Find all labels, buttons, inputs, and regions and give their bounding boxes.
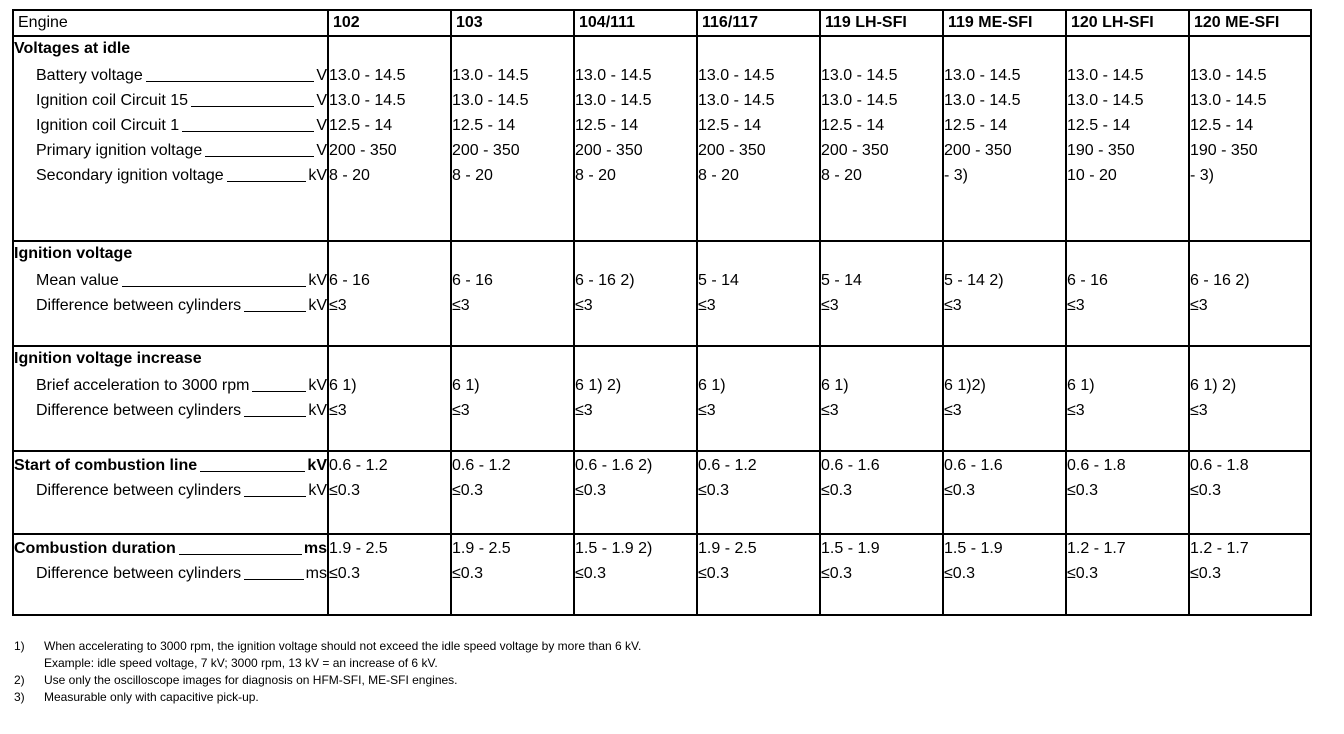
spec-value: ≤3 xyxy=(698,402,716,419)
value-cell xyxy=(328,346,451,451)
value-cell xyxy=(328,36,451,241)
spec-value: 200 - 350 xyxy=(452,142,520,159)
spec-value: ≤0.3 xyxy=(1190,482,1222,499)
spec-value: 6 1) 2) xyxy=(575,377,622,394)
table-row-group xyxy=(13,534,1311,615)
footnote-line: Use only the oscilloscope images for diagnosis on HFM-SFI, ME-SFI engines. xyxy=(44,673,458,687)
spec-value: ≤3 xyxy=(821,402,839,419)
unit-label: kV xyxy=(307,457,327,474)
leader-line xyxy=(179,554,302,555)
value-cell xyxy=(574,241,697,346)
spec-value: 1.2 - 1.7 xyxy=(1067,540,1126,557)
parameter-label: Start of combustion line xyxy=(14,457,198,474)
spec-value: 1.5 - 1.9 2) xyxy=(575,540,653,557)
spec-value: 12.5 - 14 xyxy=(1190,117,1254,134)
parameter-label: Brief acceleration to 3000 rpm xyxy=(36,377,250,394)
spec-value: ≤0.3 xyxy=(1067,565,1099,582)
spec-value: 8 - 20 xyxy=(698,167,739,184)
spec-value: 0.6 - 1.6 xyxy=(944,457,1003,474)
spec-value: 190 - 350 xyxy=(1190,142,1258,159)
value-cell xyxy=(943,346,1066,451)
parameter-row xyxy=(14,476,327,501)
spec-value: ≤0.3 xyxy=(452,565,484,582)
spec-value: 200 - 350 xyxy=(329,142,397,159)
parameter-label: Combustion duration xyxy=(14,540,176,557)
spec-value: 6 1) xyxy=(698,377,726,394)
parameter-row xyxy=(14,371,327,396)
value-cell xyxy=(697,36,820,241)
value-cell xyxy=(574,346,697,451)
parameter-label: Difference between cylinders xyxy=(36,482,242,499)
value-cell xyxy=(451,534,574,615)
value-cell xyxy=(1189,36,1311,241)
spec-value: 12.5 - 14 xyxy=(452,117,516,134)
spec-value: 6 1) 2) xyxy=(1190,377,1237,394)
spec-value: 10 - 20 xyxy=(1067,167,1117,184)
spec-value: 6 1)2) xyxy=(944,377,986,394)
parameter-label: Primary ignition voltage xyxy=(36,142,203,159)
leader-line xyxy=(200,471,305,472)
value-cell xyxy=(1189,346,1311,451)
spec-value: 0.6 - 1.2 xyxy=(329,457,388,474)
unit-label: ms xyxy=(305,565,327,582)
spec-value: 13.0 - 14.5 xyxy=(1067,92,1144,109)
header-engine-102: 102 xyxy=(328,10,451,36)
value-cell xyxy=(1066,346,1189,451)
spec-value: 0.6 - 1.8 xyxy=(1067,457,1126,474)
leader-line xyxy=(122,286,307,287)
parameter-row xyxy=(14,559,327,584)
spec-value: 13.0 - 14.5 xyxy=(821,67,898,84)
spec-value: 6 - 16 2) xyxy=(575,272,635,289)
leader-line xyxy=(227,181,307,182)
spec-value: 6 - 16 xyxy=(329,272,370,289)
spec-value: 5 - 14 2) xyxy=(944,272,1004,289)
table-header-row xyxy=(13,10,1311,36)
spec-value: ≤0.3 xyxy=(575,482,607,499)
spec-value: 0.6 - 1.6 2) xyxy=(575,457,653,474)
value-spacer xyxy=(329,37,450,61)
footnote-number: 2) xyxy=(14,673,25,687)
leader-line xyxy=(244,311,306,312)
spec-value: 200 - 350 xyxy=(821,142,889,159)
value-cell xyxy=(451,451,574,534)
parameter-label: Difference between cylinders xyxy=(36,565,242,582)
spec-value: 1.5 - 1.9 xyxy=(821,540,880,557)
spec-value: 13.0 - 14.5 xyxy=(944,67,1021,84)
spec-value: - 3) xyxy=(944,167,968,184)
spec-value: 13.0 - 14.5 xyxy=(575,67,652,84)
spec-value: ≤3 xyxy=(452,402,470,419)
value-cell xyxy=(1066,534,1189,615)
value-cell xyxy=(451,241,574,346)
value-cell xyxy=(697,241,820,346)
value-spacer xyxy=(698,242,819,266)
leader-line xyxy=(205,156,314,157)
value-cell xyxy=(1066,451,1189,534)
spec-value: 6 - 16 xyxy=(1067,272,1108,289)
spec-value: ≤0.3 xyxy=(698,565,730,582)
leader-line xyxy=(244,416,306,417)
spec-value: ≤0.3 xyxy=(1067,482,1099,499)
value-cell xyxy=(1189,534,1311,615)
value-cell xyxy=(451,346,574,451)
value-cell xyxy=(1189,451,1311,534)
unit-label: kV xyxy=(308,297,327,314)
value-spacer xyxy=(944,347,1065,371)
spec-value: ≤3 xyxy=(452,297,470,314)
parameter-row xyxy=(14,161,327,186)
spec-value: 1.5 - 1.9 xyxy=(944,540,1003,557)
spec-value: ≤3 xyxy=(1190,402,1208,419)
spec-value: ≤3 xyxy=(575,402,593,419)
spec-value: ≤3 xyxy=(944,297,962,314)
table-row-group xyxy=(13,451,1311,534)
value-spacer xyxy=(1190,37,1310,61)
value-cell xyxy=(1189,241,1311,346)
spec-value: 0.6 - 1.2 xyxy=(698,457,757,474)
group-title: Voltages at idle xyxy=(14,40,131,57)
spec-value: 200 - 350 xyxy=(575,142,643,159)
spec-value: ≤0.3 xyxy=(329,565,361,582)
spec-value: 1.9 - 2.5 xyxy=(329,540,388,557)
value-spacer xyxy=(821,37,942,61)
value-spacer xyxy=(1190,242,1310,266)
unit-label: V xyxy=(316,117,327,134)
spec-value: 13.0 - 14.5 xyxy=(1190,92,1267,109)
header-engine-119-lh-sfi: 119 LH-SFI xyxy=(820,10,943,36)
spec-value: 13.0 - 14.5 xyxy=(944,92,1021,109)
leader-line xyxy=(182,131,314,132)
value-cell xyxy=(943,451,1066,534)
spec-value: 13.0 - 14.5 xyxy=(821,92,898,109)
spec-value: 13.0 - 14.5 xyxy=(575,92,652,109)
value-spacer xyxy=(329,242,450,266)
value-cell xyxy=(574,534,697,615)
spec-value: 12.5 - 14 xyxy=(944,117,1008,134)
value-cell xyxy=(943,36,1066,241)
parameter-row xyxy=(14,136,327,161)
parameter-label: Difference between cylinders xyxy=(36,297,242,314)
header-engine-116-117: 116/117 xyxy=(697,10,820,36)
footnote-line: Measurable only with capacitive pick-up. xyxy=(44,690,259,704)
value-spacer xyxy=(452,242,573,266)
parameter-row xyxy=(14,396,327,421)
spec-value: 5 - 14 xyxy=(698,272,739,289)
unit-label: ms xyxy=(303,540,327,557)
parameter-row xyxy=(14,86,327,111)
value-spacer xyxy=(698,37,819,61)
parameter-row xyxy=(14,452,327,476)
header-engine-104-111: 104/111 xyxy=(574,10,697,36)
parameter-label: Ignition coil Circuit 15 xyxy=(36,92,189,109)
leader-line xyxy=(146,81,315,82)
value-spacer xyxy=(821,242,942,266)
spec-value: 12.5 - 14 xyxy=(698,117,762,134)
footnotes xyxy=(14,638,641,706)
parameter-row xyxy=(14,291,327,316)
spec-value: ≤0.3 xyxy=(944,565,976,582)
spec-value: 6 1) xyxy=(452,377,480,394)
spec-value: - 3) xyxy=(1190,167,1214,184)
header-engine-103: 103 xyxy=(451,10,574,36)
spec-value: 1.9 - 2.5 xyxy=(698,540,757,557)
table-row-group xyxy=(13,241,1311,346)
value-cell xyxy=(1066,36,1189,241)
value-spacer xyxy=(821,347,942,371)
spec-value: ≤0.3 xyxy=(944,482,976,499)
value-spacer xyxy=(944,242,1065,266)
spec-value: 8 - 20 xyxy=(329,167,370,184)
spec-value: 6 1) xyxy=(329,377,357,394)
spec-value: 13.0 - 14.5 xyxy=(452,67,529,84)
spec-value: ≤0.3 xyxy=(821,482,853,499)
value-cell xyxy=(328,451,451,534)
spec-value: 13.0 - 14.5 xyxy=(329,67,406,84)
unit-label: kV xyxy=(308,167,327,184)
row-label-cell xyxy=(13,534,328,615)
spec-value: 0.6 - 1.2 xyxy=(452,457,511,474)
parameter-label: Difference between cylinders xyxy=(36,402,242,419)
value-spacer xyxy=(1067,347,1188,371)
table-row-group xyxy=(13,346,1311,451)
value-cell xyxy=(820,346,943,451)
value-cell xyxy=(574,451,697,534)
unit-label: kV xyxy=(308,272,327,289)
parameter-label: Mean value xyxy=(36,272,119,289)
unit-label: kV xyxy=(308,482,327,499)
value-cell xyxy=(451,36,574,241)
spec-value: 6 1) xyxy=(821,377,849,394)
value-spacer xyxy=(1067,242,1188,266)
unit-label: kV xyxy=(308,402,327,419)
value-cell xyxy=(820,241,943,346)
footnote-text xyxy=(44,689,259,706)
spec-value: 13.0 - 14.5 xyxy=(329,92,406,109)
spec-value: 0.6 - 1.8 xyxy=(1190,457,1249,474)
spec-value: 1.2 - 1.7 xyxy=(1190,540,1249,557)
spec-value: 12.5 - 14 xyxy=(821,117,885,134)
leader-line xyxy=(191,106,314,107)
spec-value: 200 - 350 xyxy=(944,142,1012,159)
spec-value: 190 - 350 xyxy=(1067,142,1135,159)
header-engine-label: Engine xyxy=(13,10,328,36)
spec-value: 8 - 20 xyxy=(575,167,616,184)
spec-value: ≤3 xyxy=(1067,297,1085,314)
value-cell xyxy=(820,534,943,615)
parameter-label: Secondary ignition voltage xyxy=(36,167,224,184)
parameter-row xyxy=(14,535,327,559)
unit-label: V xyxy=(316,67,327,84)
spec-value: 13.0 - 14.5 xyxy=(698,67,775,84)
footnote-line: When accelerating to 3000 rpm, the ignition voltage should not exceed the idle speed voltage by more than 6 kV. xyxy=(44,639,642,653)
spec-value: ≤0.3 xyxy=(329,482,361,499)
value-spacer xyxy=(575,37,696,61)
footnote-line: Example: idle speed voltage, 7 kV; 3000 rpm, 13 kV = an increase of 6 kV. xyxy=(44,656,438,670)
spec-value: 6 - 16 xyxy=(452,272,493,289)
spec-value: 8 - 20 xyxy=(452,167,493,184)
value-cell xyxy=(820,36,943,241)
footnote-number: 1) xyxy=(14,639,25,653)
parameter-label: Ignition coil Circuit 1 xyxy=(36,117,180,134)
value-spacer xyxy=(329,347,450,371)
spec-value: ≤3 xyxy=(329,402,347,419)
header-engine-119-me-sfi: 119 ME-SFI xyxy=(943,10,1066,36)
value-cell xyxy=(697,346,820,451)
value-cell xyxy=(820,451,943,534)
unit-label: V xyxy=(316,92,327,109)
spec-value: 0.6 - 1.6 xyxy=(821,457,880,474)
spec-value: ≤0.3 xyxy=(698,482,730,499)
spec-value: ≤0.3 xyxy=(1190,565,1222,582)
spec-value: 6 1) xyxy=(1067,377,1095,394)
value-cell xyxy=(697,451,820,534)
row-label-cell xyxy=(13,36,328,241)
spec-value: 1.9 - 2.5 xyxy=(452,540,511,557)
parameter-row xyxy=(14,61,327,86)
footnote xyxy=(14,638,641,672)
value-spacer xyxy=(1190,347,1310,371)
spec-value: 6 - 16 2) xyxy=(1190,272,1250,289)
spec-value: 200 - 350 xyxy=(698,142,766,159)
spec-value: ≤3 xyxy=(329,297,347,314)
spec-value: 13.0 - 14.5 xyxy=(698,92,775,109)
group-title: Ignition voltage increase xyxy=(14,350,202,367)
value-spacer xyxy=(944,37,1065,61)
footnote xyxy=(14,689,641,706)
header-engine-120-me-sfi: 120 ME-SFI xyxy=(1189,10,1311,36)
spec-value: 12.5 - 14 xyxy=(1067,117,1131,134)
parameter-label: Battery voltage xyxy=(36,67,143,84)
spec-value: 12.5 - 14 xyxy=(575,117,639,134)
value-cell xyxy=(1066,241,1189,346)
footnote-text xyxy=(44,638,641,672)
spec-value: 5 - 14 xyxy=(821,272,862,289)
value-cell xyxy=(943,534,1066,615)
footnote-text xyxy=(44,672,458,689)
leader-line xyxy=(244,579,304,580)
row-label-cell xyxy=(13,241,328,346)
value-spacer xyxy=(575,242,696,266)
unit-label: kV xyxy=(308,377,327,394)
spec-value: 8 - 20 xyxy=(821,167,862,184)
parameter-row xyxy=(14,266,327,291)
value-spacer xyxy=(1067,37,1188,61)
group-title: Ignition voltage xyxy=(14,245,133,262)
value-cell xyxy=(943,241,1066,346)
spec-value: 13.0 - 14.5 xyxy=(452,92,529,109)
engine-spec-table xyxy=(12,9,1312,616)
value-spacer xyxy=(452,37,573,61)
table-row-group xyxy=(13,36,1311,241)
spec-value: 12.5 - 14 xyxy=(329,117,393,134)
row-label-cell xyxy=(13,346,328,451)
row-label-cell xyxy=(13,451,328,534)
value-cell xyxy=(328,534,451,615)
leader-line xyxy=(252,391,306,392)
unit-label: V xyxy=(316,142,327,159)
footnote-number: 3) xyxy=(14,690,25,704)
value-cell xyxy=(328,241,451,346)
parameter-row xyxy=(14,111,327,136)
value-cell xyxy=(574,36,697,241)
spec-value: 13.0 - 14.5 xyxy=(1067,67,1144,84)
spec-value: ≤3 xyxy=(944,402,962,419)
value-cell xyxy=(697,534,820,615)
spec-value: ≤3 xyxy=(1067,402,1085,419)
value-spacer xyxy=(698,347,819,371)
footnote xyxy=(14,672,641,689)
spec-value: ≤0.3 xyxy=(821,565,853,582)
spec-value: ≤3 xyxy=(575,297,593,314)
spec-value: ≤0.3 xyxy=(452,482,484,499)
leader-line xyxy=(244,496,306,497)
spec-value: ≤0.3 xyxy=(575,565,607,582)
value-spacer xyxy=(452,347,573,371)
spec-value: 13.0 - 14.5 xyxy=(1190,67,1267,84)
spec-value: ≤3 xyxy=(821,297,839,314)
spec-value: ≤3 xyxy=(1190,297,1208,314)
value-spacer xyxy=(575,347,696,371)
spec-value: ≤3 xyxy=(698,297,716,314)
header-engine-120-lh-sfi: 120 LH-SFI xyxy=(1066,10,1189,36)
